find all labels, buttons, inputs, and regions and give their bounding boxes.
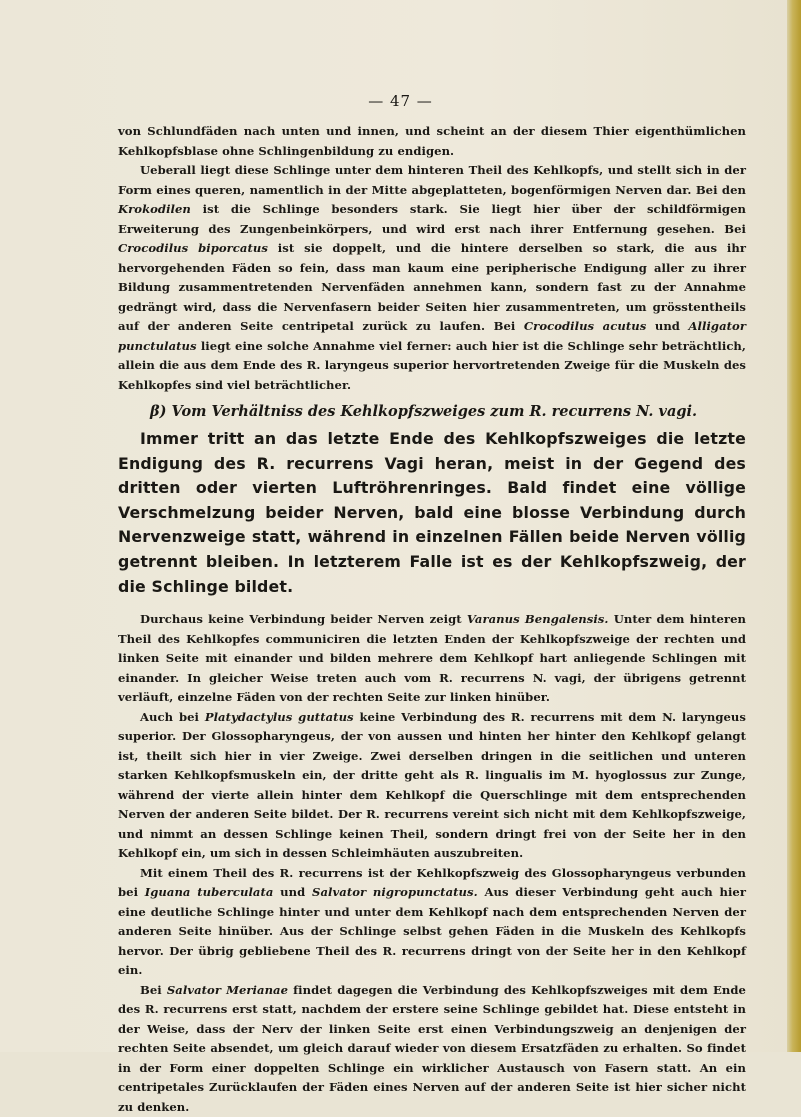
text-run: Aus dieser Verbindung geht auch hier eine deutliche Schlinge hinter und unter dem Kehlkopf nach dem entsprechenden Nerven der anderen Seite hinüber. Aus der Schlinge selbst gehen Fäden in die Muskeln des Kehlkopfs hervor. Der übrig gebliebene Theil des R. recurrens dringt von der Seite her in den Kehlkopf ein. xyxy=(118,885,746,978)
text-run: findet dagegen die Verbindung des Kehlkopfszweiges mit dem Ende des R. recurrens erst statt, nachdem der erstere seine Schlinge gebildet hat. Diese entsteht in der Weise, dass der Nerv der linken Seite erst einen Verbindungszweig an denjenigen der rechten Seite absendet, um gleich darauf wieder von diesem Ersatzfäden zu erhalten. So findet in der Form einer doppelten Schlinge ein wirklicher Austausch von Fasern statt. An ein centripetales Zurücklaufen der Fäden eines Nerven auf der anderen Seite ist hier sicher nicht zu denken. xyxy=(118,982,746,1114)
text-run: keine Verbindung des R. recurrens mit dem N. laryngeus superior. Der Glossopharyngeus, der von aussen und hinten her hinter den Kehlkopf gelangt ist, theilt sich hier in vier Zweige. Zwei derselben dringen in die seitlichen und unteren starken Kehlkopfsmuskeln ein, der dritte geht als R. lingualis im M. hyoglossus zur Zunge, während der vierte allein hinter dem Kehlkopf die Querschlinge mit dem entsprechenden Nerven der anderen Seite bildet. Der R. recurrens vereint sich nicht mit dem Kehlkopfszweige, und nimmt an dessen Schlinge keinen Theil, sondern dringt frei von der Seite her in den Kehlkopf ein, um sich in dessen Schleimhäuten auszubreiten. xyxy=(118,709,746,861)
text-run: Durchaus keine Verbindung beider Nerven zeigt xyxy=(140,612,467,627)
text-run: und xyxy=(273,885,313,900)
paragraph-varanus xyxy=(118,610,746,708)
species-term: Crocodilus acutus xyxy=(523,319,647,333)
species-term: Alligator punctulatus xyxy=(118,319,746,353)
text-run: liegt eine solche Annahme viel ferner: auch hier ist die Schlinge sehr beträchtlich, allein die aus dem Ende des R. laryngeus superior hervortretenden Zweige für die Muskeln des Kehlkopfes sind viel beträchtlicher. xyxy=(118,338,746,392)
text-body xyxy=(118,122,746,1117)
summary-paragraph xyxy=(118,427,746,599)
page-number: — 47 — xyxy=(368,92,433,110)
page-edge-binding xyxy=(787,0,801,1052)
paragraph-platydactylus xyxy=(118,708,746,864)
paragraph-iguana xyxy=(118,864,746,981)
text-run: Mit einem Theil des R. recurrens ist der Kehlkopfszweig des Glossopharyngeus verbunden bei xyxy=(118,865,746,900)
species-term: Varanus Bengalensis. xyxy=(466,612,609,627)
paragraph-schlinge xyxy=(118,161,746,395)
text-run: ist die Schlinge besonders stark. Sie liegt hier über der schildförmigen Erweiterung des Zungenbeinkörpers, und wird erst nach ihrer Entfernung gesehen. Bei xyxy=(118,202,746,236)
species-term: Salvator Merianae xyxy=(166,982,289,997)
text-run: Bei xyxy=(140,982,167,997)
summary-text: Immer tritt an das letzte Ende des Kehlkopfszweiges die letzte Endigung des R. recurrens Vagi heran, meist in der Gegend des dritten oder vierten Luftröhrenringes. Bald findet eine völlige Verschmelzung beider Nerven, bald eine blosse Verbindung durch Nervenzweige statt, während in einzelnen Fällen beide Nerven völlig getrennt bleiben. In letzterem Falle ist es der Kehlkopfszweig, der die Schlinge bildet. xyxy=(118,429,746,596)
text-run: und xyxy=(646,319,689,333)
text-run: Ueberall liegt diese Schlinge unter dem hinteren Theil des Kehlkopfs, und stellt sich in der Form eines queren, namentlich in der Mitte abgeplatteten, bogenförmigen Nerven dar. Bei den xyxy=(118,163,746,197)
text-run: ist sie doppelt, und die hintere derselben so stark, die aus ihr hervorgehenden Fäden so fein, dass man kaum eine peripherische Endigung aller zu ihrer Bildung zusammentretenden Nervenfäden annehmen kann, sondern fast zu der Annahme gedrängt wird, dass die Nervenfasern beider Seiten hier zusammentreten, um grösstentheils auf der anderen Seite centripetal zurück zu laufen. Bei xyxy=(118,241,746,333)
species-term: Krokodilen xyxy=(118,202,191,216)
species-term: Platydactylus guttatus xyxy=(204,709,354,724)
text-run: Auch bei xyxy=(140,709,205,724)
species-term: Crocodilus biporcatus xyxy=(118,241,268,255)
section-heading: β) Vom Verhältniss des Kehlkopfszweiges zum R. recurrens N. vagi. xyxy=(150,403,698,420)
opening-paragraph: von Schlundfäden nach unten und innen, und scheint an der diesem Thier eigenthümlichen Kehlkopfsblase ohne Schlingenbildung zu endigen. xyxy=(118,124,746,158)
text-run: Unter dem hinteren Theil des Kehlkopfes communiciren die letzten Enden der Kehlkopfszweige der rechten und linken Seite mit einander und bilden mehrere dem Kehlkopf hart anliegende Schlingen mit einander. In gleicher Weise treten auch vom R. recurrens N. vagi, der übrigens getrennt verläuft, einzelne Fäden von der rechten Seite zur linken hinüber. xyxy=(118,612,746,705)
paragraph-salvator xyxy=(118,981,746,1117)
species-term: Iguana tuberculata xyxy=(144,885,274,900)
species-term: Salvator nigropunctatus. xyxy=(312,885,478,900)
